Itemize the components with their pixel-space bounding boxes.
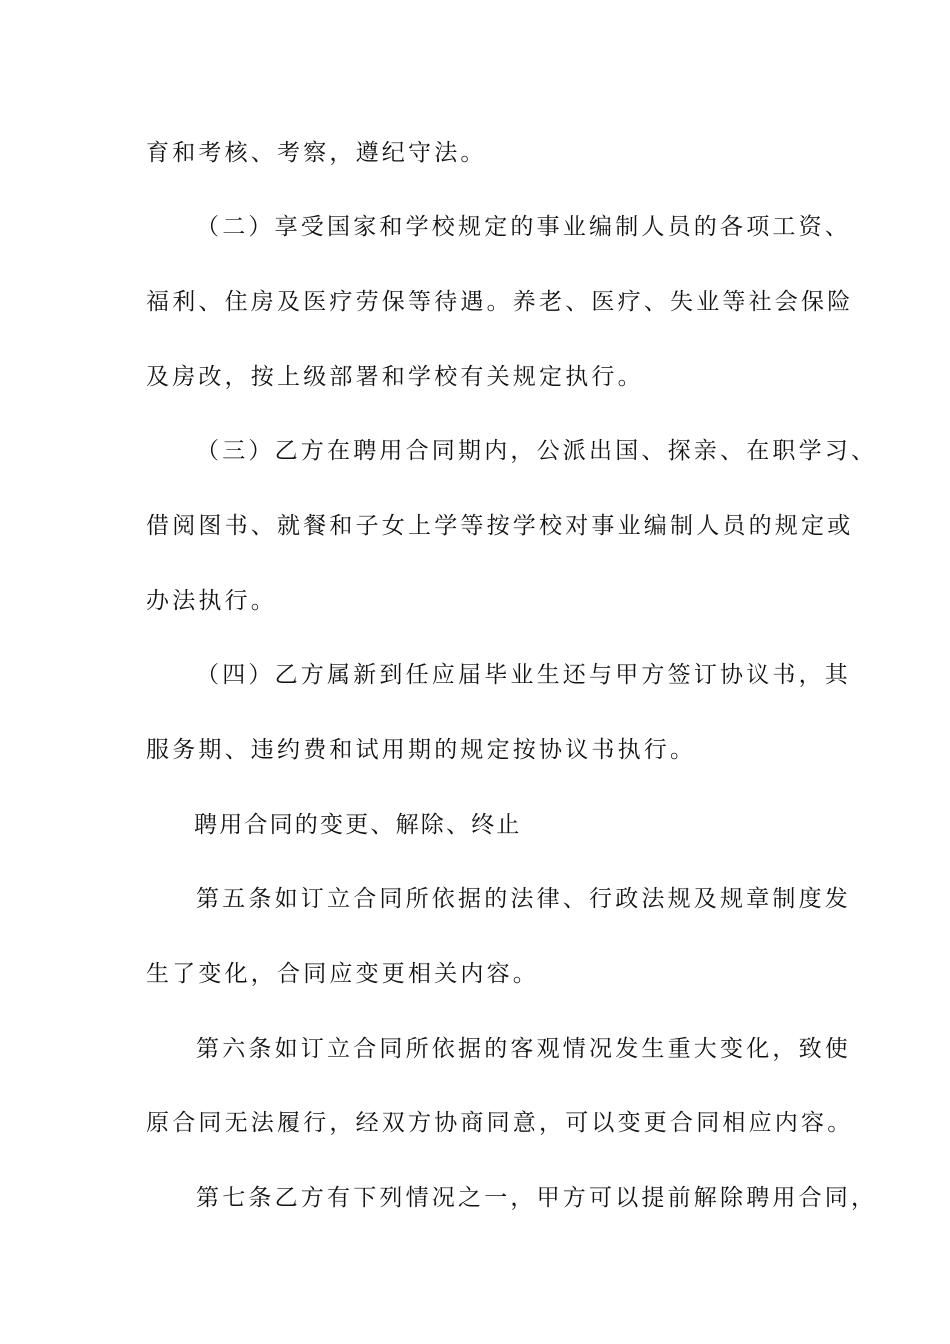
- text-line: （三）乙方在聘用合同期内，公派出国、探亲、在职学习、: [196, 438, 878, 464]
- text-line: 第六条如订立合同所依据的客观情况发生重大变化，致使: [196, 1036, 851, 1062]
- text-line: 第五条如订立合同所依据的法律、行政法规及规章制度发: [196, 886, 851, 912]
- text-line: 服务期、违约费和试用期的规定按协议书执行。: [146, 737, 697, 763]
- text-line: 生了变化，合同应变更相关内容。: [146, 961, 539, 987]
- text-line: 育和考核、考察，遵纪守法。: [146, 140, 487, 166]
- text-line: （四）乙方属新到任应届毕业生还与甲方签订协议书，其: [196, 662, 851, 688]
- text-line: 及房改，按上级部署和学校有关规定执行。: [146, 364, 644, 390]
- text-line: （二）享受国家和学校规定的事业编制人员的各项工资、: [196, 214, 851, 240]
- text-line: 第七条乙方有下列情况之一，甲方可以提前解除聘用合同，: [196, 1185, 878, 1211]
- text-line: 办法执行。: [146, 588, 277, 614]
- section-heading: 聘用合同的变更、解除、终止: [194, 812, 522, 838]
- text-line: 福利、住房及医疗劳保等待遇。养老、医疗、失业等社会保险: [146, 289, 854, 315]
- text-line: 原合同无法履行，经双方协商同意，可以变更合同相应内容。: [146, 1110, 854, 1136]
- text-line: 借阅图书、就餐和子女上学等按学校对事业编制人员的规定或: [146, 513, 854, 539]
